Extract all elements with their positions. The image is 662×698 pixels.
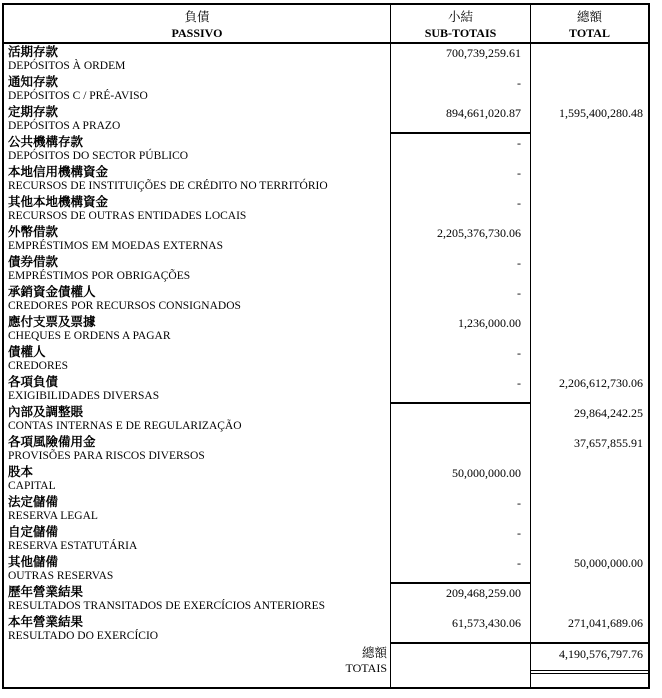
table-row <box>4 584 648 614</box>
row-label-zh: 歷年營業結果 <box>8 585 84 599</box>
row-label-pt: RECURSOS DE OUTRAS ENTIDADES LOCAIS <box>8 210 247 222</box>
row-label-zh: 各項風險備用金 <box>8 435 96 449</box>
row-label-pt: RESERVA ESTATUTÁRIA <box>8 540 138 552</box>
row-label-pt: RESULTADO DO EXERCÍCIO <box>8 630 159 642</box>
row-label-cell <box>4 524 391 554</box>
row-total-value: 29,864,242.25 <box>574 406 643 420</box>
row-label-cell <box>4 614 391 644</box>
row-label-cell <box>4 134 391 164</box>
row-label-cell <box>4 194 391 224</box>
row-label-zh: 各項負債 <box>8 375 59 389</box>
row-total-value <box>531 464 648 494</box>
row-label-pt: EXIGIBILIDADES DIVERSAS <box>8 390 160 402</box>
table-row <box>4 104 648 134</box>
table-row <box>4 344 648 374</box>
row-label-pt: CAPITAL <box>8 480 56 492</box>
row-label-cell <box>4 554 391 584</box>
row-label-cell <box>4 374 391 404</box>
row-total-value <box>531 254 648 284</box>
row-total-value <box>531 194 648 224</box>
row-total-value <box>531 284 648 314</box>
row-subtotal-value: - <box>391 134 531 164</box>
row-label-pt: CHEQUES E ORDENS A PAGAR <box>8 330 171 342</box>
table-row <box>4 464 648 494</box>
table-row <box>4 134 648 164</box>
table-row <box>4 44 648 74</box>
row-label-pt: RESERVA LEGAL <box>8 510 98 522</box>
row-label-pt: CREDORES <box>8 360 69 372</box>
row-label-pt: DEPÓSITOS À ORDEM <box>8 60 126 72</box>
row-label-zh: 其他儲備 <box>8 555 59 569</box>
table-row <box>4 614 648 644</box>
row-label-zh: 債權人 <box>8 345 46 359</box>
row-subtotal-value: 50,000,000.00 <box>391 464 531 494</box>
row-label-pt: CREDORES POR RECURSOS CONSIGNADOS <box>8 300 241 312</box>
row-subtotal-value: - <box>391 254 531 284</box>
row-label-pt: CONTAS INTERNAS E DE REGULARIZAÇÃO <box>8 420 242 432</box>
row-subtotal-value: 2,205,376,730.06 <box>391 224 531 254</box>
header-passivo-pt: PASSIVO <box>171 26 223 40</box>
row-label-cell <box>4 494 391 524</box>
table-row <box>4 314 648 344</box>
row-label-cell <box>4 404 391 434</box>
row-label-pt: PROVISÕES PARA RISCOS DIVERSOS <box>8 450 205 462</box>
row-subtotal-value: - <box>391 74 531 104</box>
row-subtotal-value: 894,661,020.87 <box>391 104 531 134</box>
row-label-cell <box>4 104 391 134</box>
row-label-zh: 自定儲備 <box>8 525 59 539</box>
table-header <box>4 5 648 44</box>
table-row <box>4 524 648 554</box>
row-subtotal-value: 700,739,259.61 <box>391 44 531 74</box>
table-row <box>4 254 648 284</box>
row-total-value <box>531 524 648 554</box>
row-total-value <box>531 224 648 254</box>
row-total-value: 2,206,612,730.06 <box>559 376 643 390</box>
row-subtotal-value <box>391 404 531 434</box>
table-row <box>4 74 648 104</box>
row-subtotal-value <box>391 434 531 464</box>
row-label-pt: RECURSOS DE INSTITUIÇÕES DE CRÉDITO NO TERRITÓRIO <box>8 180 328 192</box>
table-row <box>4 494 648 524</box>
table-body <box>4 44 648 644</box>
row-label-cell <box>4 344 391 374</box>
row-label-pt: EMPRÉSTIMOS POR OBRIGAÇÕES <box>8 270 191 282</box>
table-row <box>4 554 648 584</box>
totals-label-pt: TOTAIS <box>345 661 387 675</box>
totals-total-cell <box>531 644 648 687</box>
row-subtotal-value: - <box>391 344 531 374</box>
header-subtotals-pt: SUB-TOTAIS <box>424 26 497 40</box>
row-label-pt: RESULTADOS TRANSITADOS DE EXERCÍCIOS ANTERIORES <box>8 600 325 612</box>
row-subtotal-value: 209,468,259.00 <box>391 584 531 614</box>
table-row <box>4 374 648 404</box>
row-label-zh: 外幣借款 <box>8 225 59 239</box>
row-total-value <box>531 134 648 164</box>
row-total-value: 50,000,000.00 <box>574 556 643 570</box>
totals-subtotal-cell <box>391 644 531 687</box>
table-row <box>4 284 648 314</box>
header-subtotals <box>391 5 531 42</box>
row-label-pt: OUTRAS RESERVAS <box>8 570 114 582</box>
totals-label-cell <box>4 644 391 687</box>
row-total-value <box>531 44 648 74</box>
row-subtotal-value: - <box>391 374 531 404</box>
table-row <box>4 434 648 464</box>
row-label-zh: 本年營業結果 <box>8 615 84 629</box>
row-subtotal-value: - <box>391 164 531 194</box>
row-subtotal-value: - <box>391 194 531 224</box>
table-row <box>4 404 648 434</box>
row-label-cell <box>4 314 391 344</box>
row-label-zh: 內部及調整賬 <box>8 405 84 419</box>
row-total-value <box>531 74 648 104</box>
row-subtotal-value: - <box>391 284 531 314</box>
totals-label-zh: 總額 <box>361 646 387 660</box>
row-total-value: 37,657,855.91 <box>574 436 643 450</box>
liabilities-balance-sheet <box>2 3 650 689</box>
header-passivo-zh: 負債 <box>184 10 210 24</box>
row-label-cell <box>4 224 391 254</box>
row-label-zh: 應付支票及票據 <box>8 315 96 329</box>
row-total-value <box>531 584 648 614</box>
totals-row <box>4 644 648 687</box>
row-label-zh: 本地信用機構資金 <box>8 165 109 179</box>
row-label-cell <box>4 284 391 314</box>
row-label-pt: DEPÓSITOS DO SECTOR PÚBLICO <box>8 150 189 162</box>
header-total <box>531 5 648 42</box>
row-label-zh: 通知存款 <box>8 75 59 89</box>
header-passivo <box>4 5 391 42</box>
row-total-value <box>531 494 648 524</box>
row-total-value <box>531 164 648 194</box>
row-label-zh: 債券借款 <box>8 255 59 269</box>
row-total-value <box>531 344 648 374</box>
row-subtotal-value: - <box>391 494 531 524</box>
table-row <box>4 224 648 254</box>
row-label-pt: DEPÓSITOS C / PRÉ-AVISO <box>8 90 148 102</box>
table-row <box>4 164 648 194</box>
row-total-value: 1,595,400,280.48 <box>559 106 643 120</box>
header-total-pt: TOTAL <box>569 26 610 40</box>
row-subtotal-value: 61,573,430.06 <box>391 614 531 644</box>
row-label-zh: 活期存款 <box>8 45 59 59</box>
header-subtotals-zh: 小結 <box>447 10 473 24</box>
row-total-value: 271,041,689.06 <box>531 614 648 644</box>
row-label-zh: 定期存款 <box>8 105 59 119</box>
header-total-zh: 總額 <box>576 10 602 24</box>
grand-total-value: 4,190,576,797.76 <box>559 647 643 661</box>
row-label-cell <box>4 254 391 284</box>
row-label-zh: 法定儲備 <box>8 495 59 509</box>
row-label-cell <box>4 434 391 464</box>
row-label-cell <box>4 164 391 194</box>
row-label-cell <box>4 584 391 614</box>
row-label-zh: 其他本地機構資金 <box>8 195 109 209</box>
row-label-cell <box>4 464 391 494</box>
row-label-cell <box>4 74 391 104</box>
row-subtotal-value: - <box>391 554 531 584</box>
row-subtotal-value: 1,236,000.00 <box>391 314 531 344</box>
row-label-pt: EMPRÉSTIMOS EM MOEDAS EXTERNAS <box>8 240 224 252</box>
table-row <box>4 194 648 224</box>
row-label-cell <box>4 44 391 74</box>
row-total-value <box>531 314 648 344</box>
double-rule <box>531 670 648 674</box>
row-label-zh: 公共機構存款 <box>8 135 84 149</box>
row-label-zh: 股本 <box>8 465 34 479</box>
row-label-zh: 承銷資金債權人 <box>8 285 96 299</box>
row-label-pt: DEPÓSITOS A PRAZO <box>8 120 121 132</box>
row-subtotal-value: - <box>391 524 531 554</box>
